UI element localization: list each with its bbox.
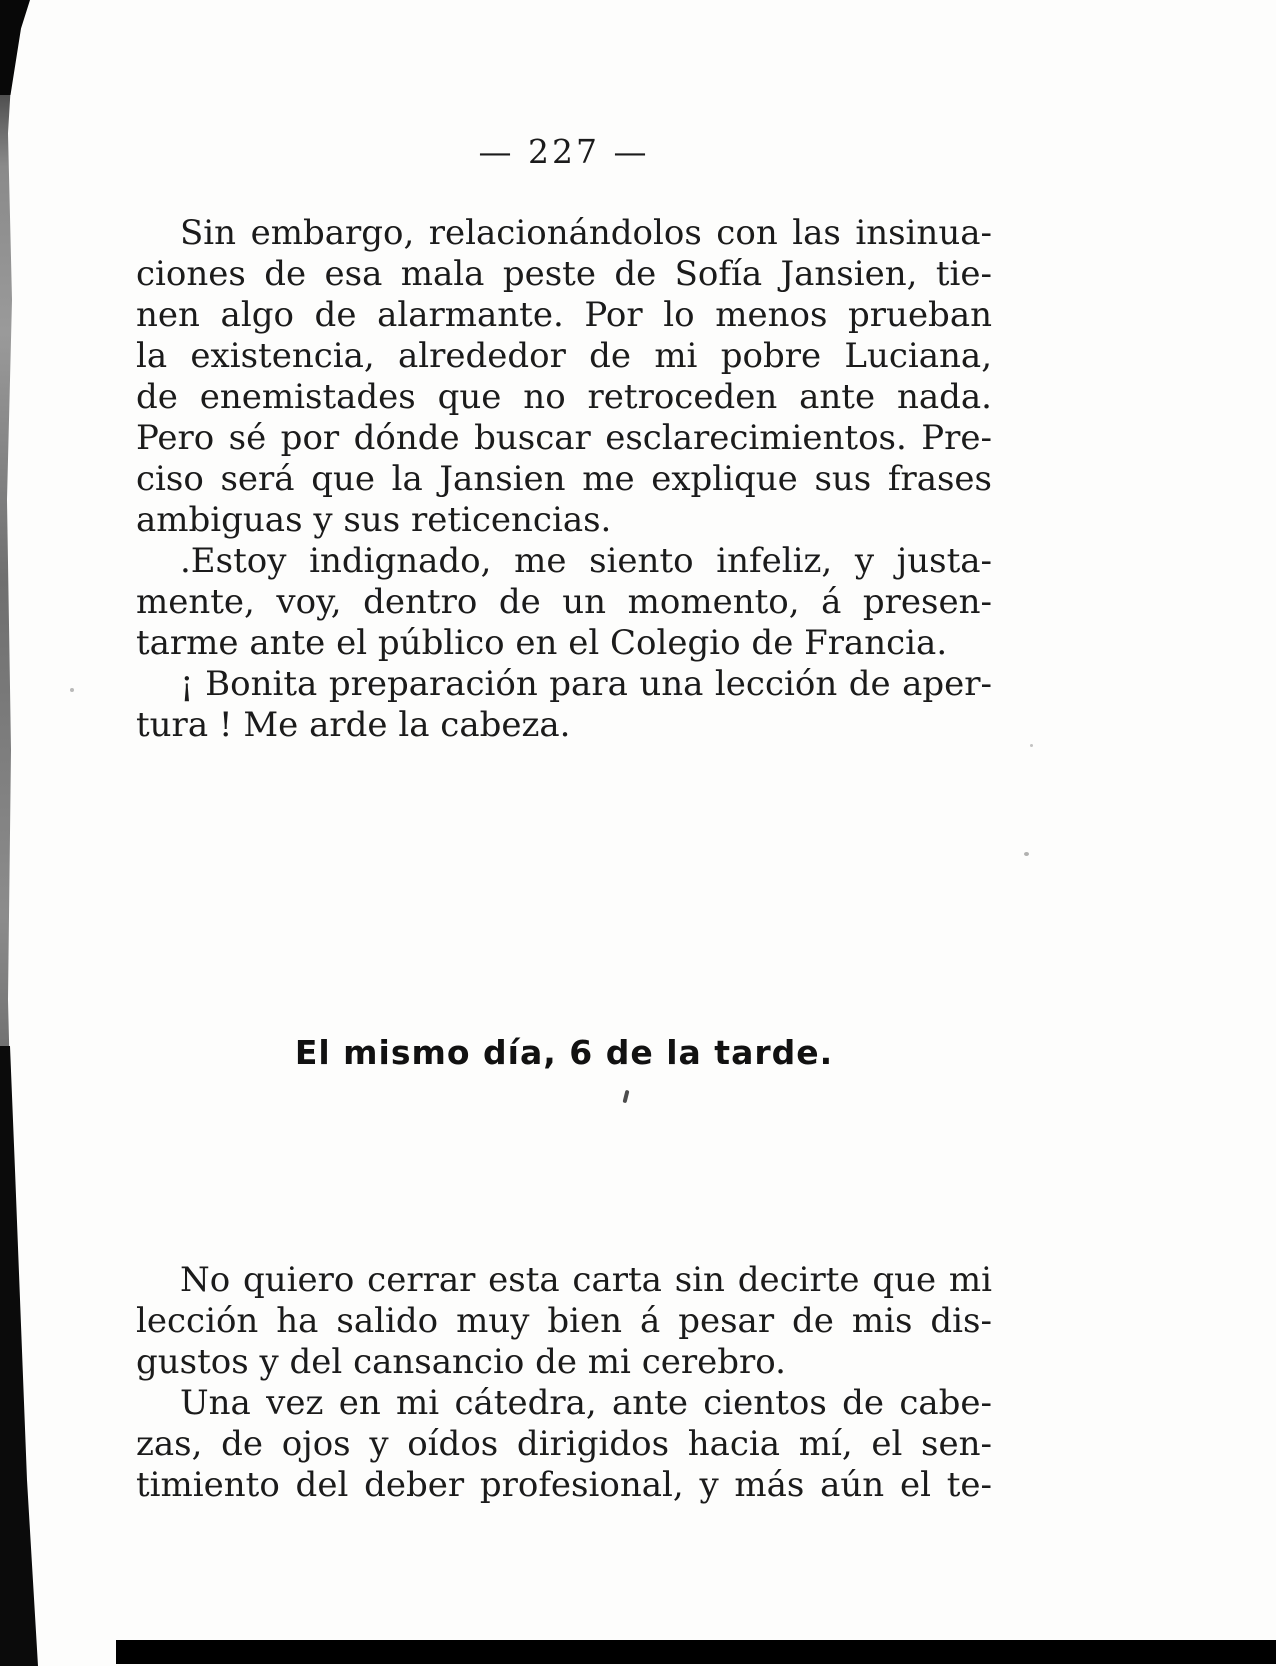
text-line: Una vez en mi cátedra, ante cientos de cabe- <box>180 1383 992 1423</box>
text-line: de enemistades que no retroceden ante nada. <box>136 377 992 417</box>
text-line: .Estoy indignado, me siento infeliz, y justa- <box>180 541 992 581</box>
text-line: zas, de ojos y oídos dirigidos hacia mí, el sen- <box>136 1424 992 1464</box>
scan-edge-bottom-blot <box>0 1046 38 1666</box>
text-line: mente, voy, dentro de un momento, á presen- <box>136 582 992 622</box>
section-heading: El mismo día, 6 de la tarde. <box>294 1033 834 1072</box>
scan-speck <box>1024 852 1029 856</box>
scan-speck <box>70 688 74 692</box>
text-line: timiento del deber profesional, y más aún el te- <box>136 1465 992 1505</box>
scan-bottom-bar <box>116 1640 1276 1664</box>
text-line: Pero sé por dónde buscar esclarecimientos. Pre- <box>136 418 992 458</box>
text-line: Sin embargo, relacionándolos con las insinua- <box>180 213 992 253</box>
text-line: ambiguas y sus reticencias. <box>136 500 612 540</box>
text-line: No quiero cerrar esta carta sin decirte que mi <box>180 1260 992 1300</box>
text-column <box>136 0 992 1506</box>
text-line: ¡ Bonita preparación para una lección de aper- <box>180 664 992 704</box>
scan-speck <box>1030 744 1033 747</box>
text-line: la existencia, alrededor de mi pobre Luciana, <box>136 336 992 376</box>
text-line: ciones de esa mala peste de Sofía Jansien, tie- <box>136 254 992 294</box>
text-line: ciso será que la Jansien me explique sus frases <box>136 459 992 499</box>
text-line: lección ha salido muy bien á pesar de mis dis- <box>136 1301 992 1341</box>
letter-body-bottom <box>136 1260 992 1506</box>
text-line: nen algo de alarmante. Por lo menos prueban <box>136 295 992 335</box>
text-line: tarme ante el público en el Colegio de Francia. <box>136 623 948 663</box>
page-number: — 227 — <box>478 132 650 171</box>
letter-body-top <box>136 213 992 746</box>
text-line: gustos y del cansancio de mi cerebro. <box>136 1342 786 1382</box>
text-line: tura ! Me arde la cabeza. <box>136 705 571 745</box>
scan-edge-top-blot <box>0 0 30 95</box>
